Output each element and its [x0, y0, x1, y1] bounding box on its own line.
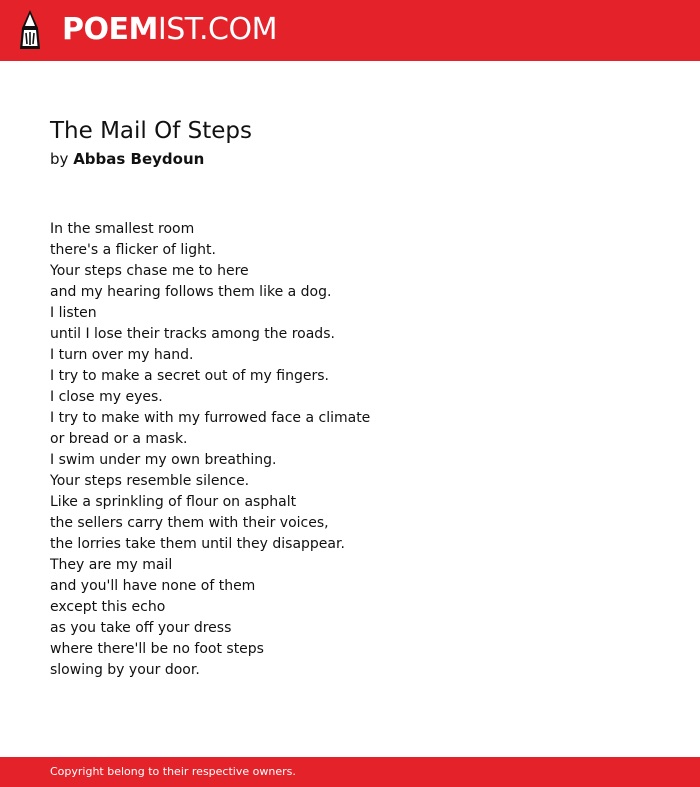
poem-line: I turn over my hand.	[50, 347, 194, 363]
site-logo[interactable]	[62, 13, 277, 47]
copyright-text: Copyright belong to their respective owners.	[50, 765, 296, 778]
poem-line: In the smallest room	[50, 221, 195, 237]
poem-body	[50, 219, 370, 681]
poem-line: except this echo	[50, 599, 166, 615]
poem-line: where there'll be no foot steps	[50, 641, 264, 657]
by-label: by	[50, 150, 69, 168]
poem-line: Like a sprinkling of flour on asphalt	[50, 494, 297, 510]
logo-light-text: IST.COM	[157, 12, 277, 47]
poem-line: Your steps chase me to here	[50, 263, 249, 279]
pen-nib-icon[interactable]	[17, 9, 43, 51]
poem-byline	[50, 149, 204, 169]
poem-line: as you take off your dress	[50, 620, 232, 636]
poem-title: The Mail Of Steps	[50, 118, 252, 144]
poem-line: I swim under my own breathing.	[50, 452, 277, 468]
poem-line: I try to make a secret out of my fingers.	[50, 368, 329, 384]
poem-line: They are my mail	[50, 557, 173, 573]
poem-line: I try to make with my furrowed face a climate	[50, 410, 371, 426]
poem-line: Your steps resemble silence.	[50, 473, 250, 489]
logo-bold-text: POEM	[62, 12, 158, 47]
poem-line: and my hearing follows them like a dog.	[50, 284, 332, 300]
poem-line: and you'll have none of them	[50, 578, 256, 594]
poem-author: Abbas Beydoun	[73, 150, 205, 168]
poem-line: or bread or a mask.	[50, 431, 188, 447]
poem-line: there's a flicker of light.	[50, 242, 216, 258]
site-header	[0, 0, 700, 61]
poem-line: slowing by your door.	[50, 662, 200, 678]
poem-line: the sellers carry them with their voices,	[50, 515, 329, 531]
poem-line: I listen	[50, 305, 97, 321]
poem-line: until I lose their tracks among the roads.	[50, 326, 335, 342]
site-footer	[0, 757, 700, 787]
poem-line: the lorries take them until they disappear.	[50, 536, 345, 552]
poem-line: I close my eyes.	[50, 389, 163, 405]
